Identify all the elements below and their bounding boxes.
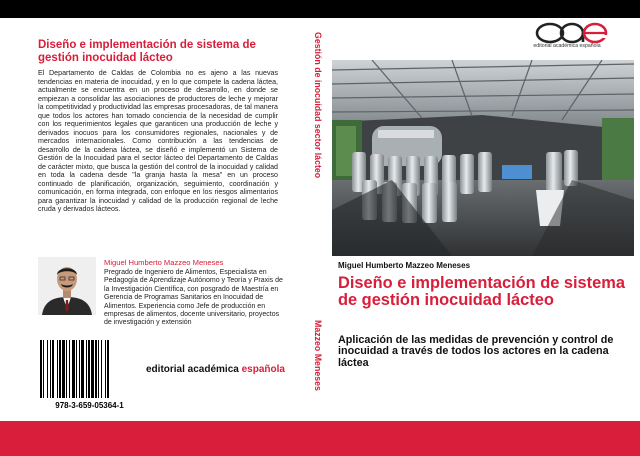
bottom-band (0, 421, 640, 456)
publisher-logo-text: editorial académica española (533, 43, 601, 49)
front-author: Miguel Humberto Mazzeo Meneses (338, 261, 471, 270)
back-cover-description: El Departamento de Caldas de Colombia no es ajeno a las nuevas tendencias en materia de inocuidad, y en lo que compete la cadena láctea, actualmente se encuentra en un proceso de desarrollo, en donde se empiezan a consolidar las asociaciones de productores de leche y mejorar la competitividad y productividad las empresas procesadoras, de tal manera que todos los actores han tomado conciencia de la necesidad de cumplir con los requerimientos legales que garanticen una producción de leche y derivados inocuos para los consumidores regionales, nacionales y de mercados internacionales. Como contribución a las tendencias de desarrollo de la cadena láctea, se diseñó e implementó un Sistema de Gestión de la Inocuidad para el sector lácteo del Departamento de Caldas de carácter mixto, que busca la gestión del control de la inocuidad y calidad en toda la cadena desde "la granja hasta la mesa" en un proceso continuado de planificación, organización, seguimiento, coordinación y comunicación, en forma integrada, con enfoque en los riesgos alimentarios para garantizar la inocuidad y calidad de la producción regional de leche cruda y derivados lácteos. (38, 69, 278, 213)
back-cover (0, 18, 292, 421)
spine-author: Mazzeo Meneses (313, 320, 323, 391)
back-cover-title: Diseño e implementación de sistema de gestión inocuidad lácteo (38, 39, 256, 64)
front-cover (332, 18, 640, 421)
author-bio-name: Miguel Humberto Mazzeo Meneses (104, 258, 224, 267)
back-publisher (146, 364, 285, 375)
isbn: 978-3-659-05364-1 (55, 401, 124, 410)
front-title: Diseño e implementación de sistema de gestión inocuidad lácteo (338, 274, 625, 309)
publisher-name-accent: española (241, 364, 285, 375)
spine (292, 18, 332, 421)
front-subtitle: Aplicación de las medidas de prevención y control de inocuidad a través de todos los actores en la cadena láctea (338, 334, 614, 369)
author-photo (38, 257, 96, 315)
barcode (38, 340, 141, 398)
cover-photo (332, 60, 634, 256)
publisher-name: editorial académica (146, 364, 242, 375)
spine-title: Gestión de inocuidad sector lácteo (313, 32, 323, 179)
author-bio: Pregrado de Ingeniero de Alimentos, Especialista en Pedagogía de Aprendizaje Autónomo y Teoría y Praxis de la Investigación Científica, con posgrado de Maestría en Gerencia de Programas Sanitarios en Inocuidad de Alimentos. Experiencia como Jefe de producción en empresas de alimentos, docente universitario, proyectos de investigación y extensión (104, 269, 283, 327)
top-band (0, 0, 640, 18)
